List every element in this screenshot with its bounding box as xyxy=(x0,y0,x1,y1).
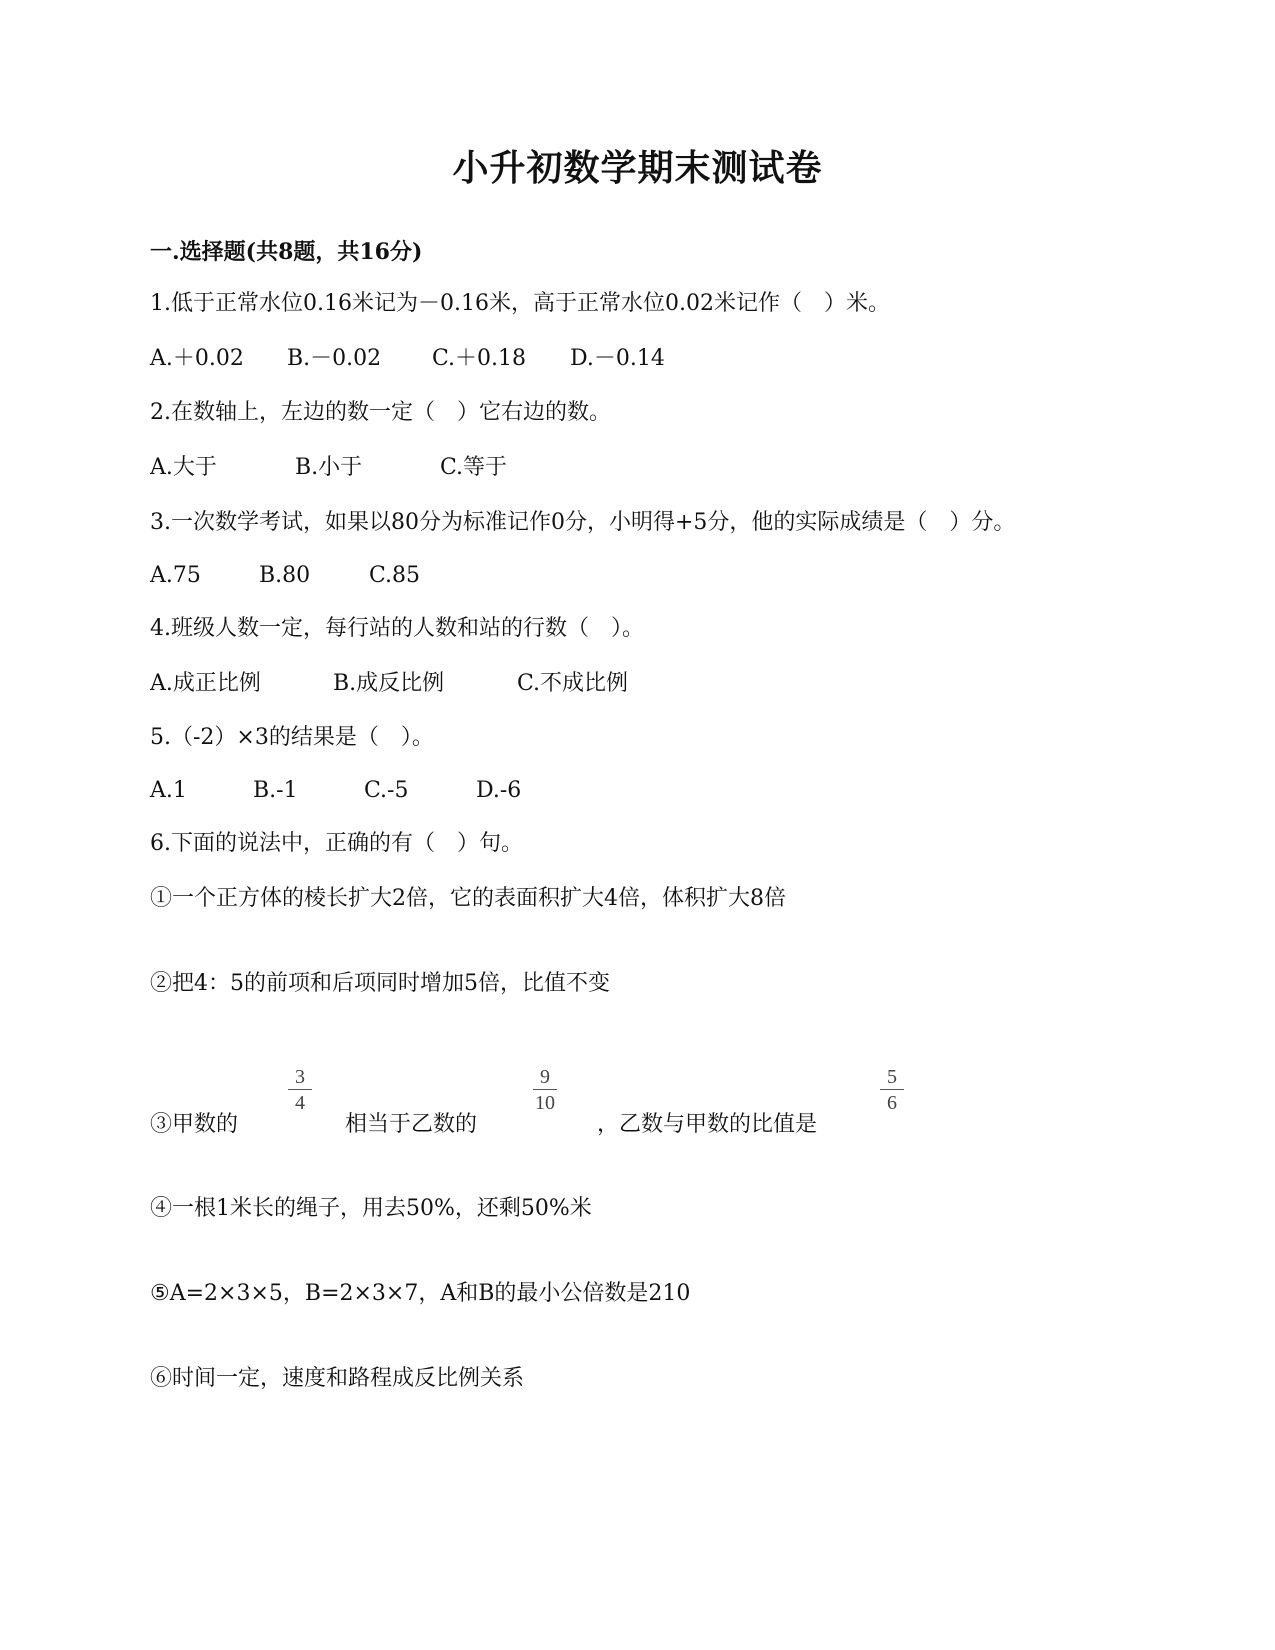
statement-1: ①一个正方体的棱长扩大2倍，它的表面积扩大4倍，体积扩大8倍 xyxy=(150,886,786,911)
question-6-stem: 6.下面的说法中，正确的有（ ）句。 xyxy=(150,831,523,856)
question-1-option-a: A.＋0.02 xyxy=(150,346,244,371)
question-1-option-b: B.－0.02 xyxy=(287,346,382,371)
fraction-denominator: 6 xyxy=(887,1092,897,1114)
fraction-9-10 xyxy=(525,1066,565,1114)
question-2-option-c: C.等于 xyxy=(440,455,508,480)
question-4-option-c: C.不成比例 xyxy=(517,671,629,696)
fraction-numerator: 9 xyxy=(540,1066,550,1088)
question-1-option-c: C.＋0.18 xyxy=(432,346,527,371)
question-5-option-b: B.-1 xyxy=(253,778,298,803)
question-3-option-c: C.85 xyxy=(369,563,421,588)
question-3-option-b: B.80 xyxy=(259,563,311,588)
fraction-5-6 xyxy=(872,1066,912,1114)
fraction-numerator: 3 xyxy=(295,1066,305,1088)
statement-3-part-a: ③甲数的 xyxy=(150,1112,239,1137)
statement-3-part-b: 相当于乙数的 xyxy=(345,1112,478,1137)
question-5-option-d: D.-6 xyxy=(476,778,522,803)
question-1-option-d: D.－0.14 xyxy=(570,346,665,371)
question-5-stem: 5.（-2）×3的结果是（ ）。 xyxy=(150,725,434,750)
fraction-denominator: 10 xyxy=(535,1092,555,1114)
fraction-denominator: 4 xyxy=(295,1092,305,1114)
page-title: 小升初数学期末测试卷 xyxy=(452,147,823,189)
question-4-option-b: B.成反比例 xyxy=(333,671,445,696)
question-2-stem: 2.在数轴上，左边的数一定（ ）它右边的数。 xyxy=(150,400,611,425)
question-4-stem: 4.班级人数一定，每行站的人数和站的行数（ ）。 xyxy=(150,616,644,641)
question-5-option-c: C.-5 xyxy=(364,778,409,803)
fraction-3-4 xyxy=(280,1066,320,1114)
statement-6: ⑥时间一定，速度和路程成反比例关系 xyxy=(150,1366,525,1391)
section-heading: 一.选择题(共8题，共16分) xyxy=(150,239,423,265)
question-3-option-a: A.75 xyxy=(150,563,201,588)
statement-2: ②把4：5的前项和后项同时增加5倍，比值不变 xyxy=(150,971,610,996)
statement-5: ⑤A=2×3×5，B=2×3×7，A和B的最小公倍数是210 xyxy=(150,1281,691,1306)
question-3-stem: 3.一次数学考试，如果以80分为标准记作0分，小明得+5分，他的实际成绩是（ ）分。 xyxy=(150,510,1016,535)
fraction-numerator: 5 xyxy=(887,1066,897,1088)
question-2-option-b: B.小于 xyxy=(295,455,363,480)
statement-3-part-c: ，乙数与甲数的比值是 xyxy=(597,1112,818,1137)
statement-4: ④一根1米长的绳子，用去50%，还剩50%米 xyxy=(150,1196,592,1221)
question-1-stem: 1.低于正常水位0.16米记为－0.16米，高于正常水位0.02米记作（ ）米。 xyxy=(150,291,890,316)
question-4-option-a: A.成正比例 xyxy=(150,671,261,696)
question-2-option-a: A.大于 xyxy=(150,455,217,480)
question-5-option-a: A.1 xyxy=(150,778,187,803)
